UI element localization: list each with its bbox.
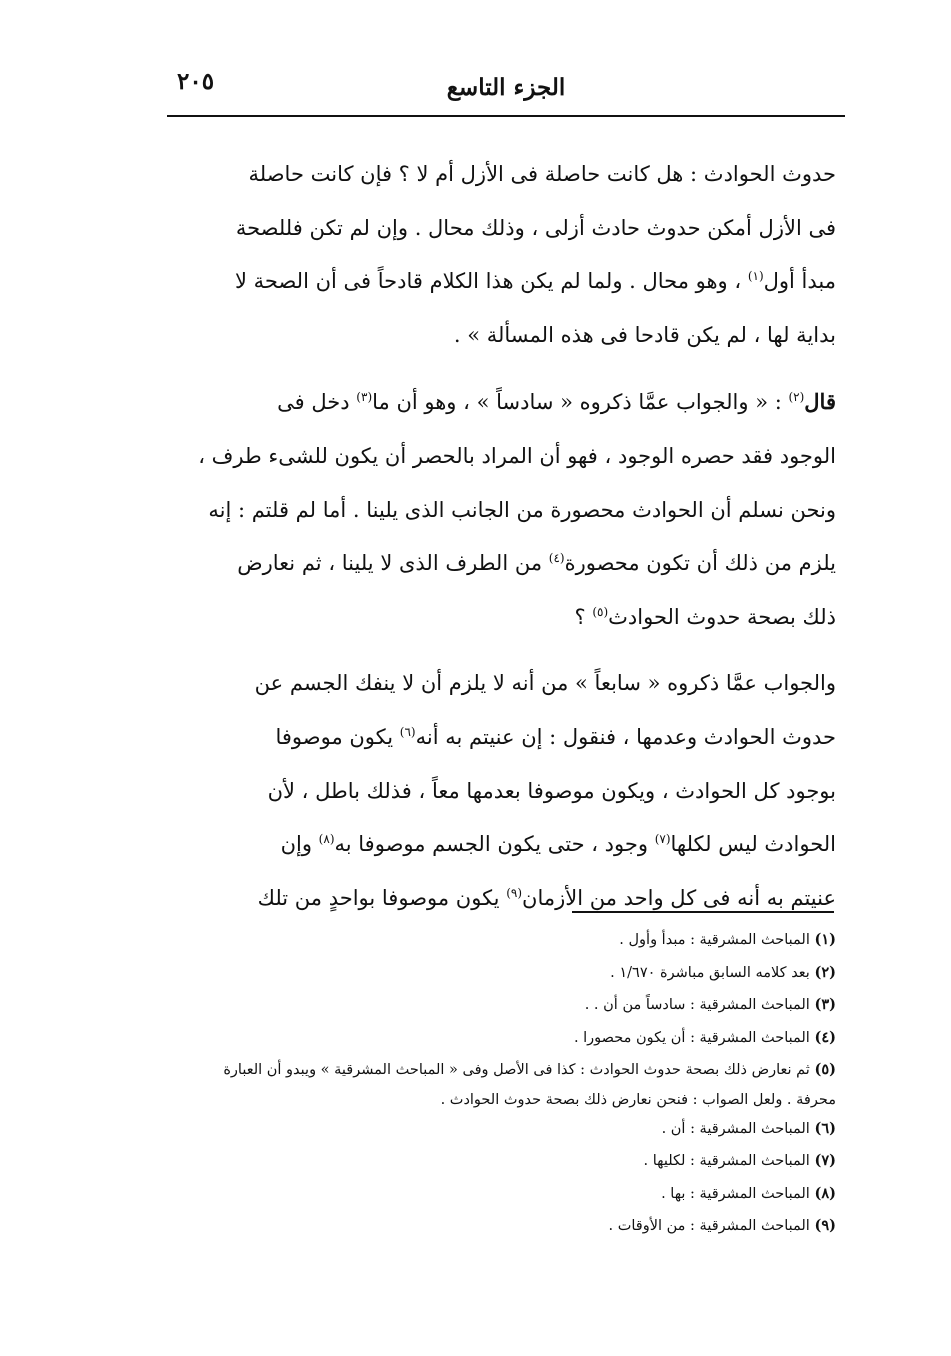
footnote-ref: (٥): [592, 604, 609, 619]
footnote-text: المباحث المشرقية : أن .: [661, 1120, 815, 1137]
footnote-number: (٤): [814, 1028, 836, 1046]
footnote-ref: (٤): [548, 551, 565, 566]
text-span: عنيتم به أنه فى كل واحد من الأزمان: [522, 885, 836, 910]
text-span: الحوادث ليس لكلها: [670, 832, 836, 857]
text-span: مبدأ أول: [763, 269, 836, 294]
footnote-text: ثم نعارض ذلك بصحة حدوث الحوادث : كذا فى الأصل وفى « المباحث المشرقية » ويبدو أن العبارة: [223, 1062, 815, 1078]
paragraph-1: [178, 148, 836, 362]
footnote: [168, 1054, 836, 1087]
page-header: [167, 62, 845, 116]
text-line: الوجود فقد حصره الوجود ، فهو أن المراد بالحصر أن يكون للشىء طرف ،: [198, 443, 836, 468]
footnote-number: (٩): [814, 1217, 836, 1234]
footnote-number: (١): [814, 931, 836, 948]
footnote-rule: [572, 911, 834, 913]
paragraph-2: [178, 375, 836, 644]
text-span: ؟: [574, 604, 593, 629]
text-line: [178, 818, 836, 872]
footnote-text: المباحث المشرقية : سادساً من أن . .: [584, 997, 815, 1013]
text-line: ونحن نسلم أن الحوادث محصورة من الجانب الذى يلينا . أما لم قلتم : إنه: [208, 497, 836, 522]
header-rule: [167, 115, 845, 117]
footnote-number: (٨): [814, 1184, 836, 1202]
footnote-continuation: [168, 1087, 836, 1113]
text-span: يلزم من ذلك أن تكون محصورة: [564, 551, 836, 576]
footnote-ref: (١): [747, 269, 764, 284]
text-span: من الطرف الذى لا يلينا ، ثم نعارض: [237, 551, 549, 576]
text-line: فى الأزل أمكن حدوث حادث أزلى ، وذلك محال . وإن لم تكن فللصحة: [235, 215, 836, 240]
text-line: [178, 872, 836, 926]
text-line: بوجود كل الحوادث ، ويكون موصوفا بعدمها معاً ، فذلك باطل ، لأن: [267, 778, 836, 803]
footnotes: [168, 924, 836, 1243]
text-span: دخل فى: [277, 390, 357, 415]
footnote-text: المباحث المشرقية : بها .: [661, 1185, 815, 1202]
text-span: يكون موصوفا بواحدٍ من تلك: [257, 885, 507, 910]
footnote-text: المباحث المشرقية : من الأوقات .: [608, 1218, 815, 1234]
footnote: [168, 1210, 836, 1243]
text-line: [178, 711, 836, 765]
footnote: [168, 1178, 836, 1211]
footnote: [168, 1113, 836, 1146]
page-number: ٢٠٥: [177, 68, 215, 95]
text-line: [178, 255, 836, 309]
paragraph-3: [178, 657, 836, 925]
text-span: ، وهو محال . ولما لم يكن هذا الكلام قادحاً فى أن الصحة لا: [235, 269, 748, 294]
footnote: [168, 957, 836, 990]
footnote: [168, 1145, 836, 1178]
footnote-ref: (٧): [654, 832, 671, 847]
footnote-ref: (٦): [399, 724, 416, 739]
text-span: وإن: [280, 832, 319, 857]
text-line: والجواب عمَّا ذكروه « سابعاً » من أنه لا يلزم أن لا ينفك الجسم عن: [254, 671, 836, 696]
text-span: : « والجواب عمَّا ذكروه « سادساً » ، وهو أن ما: [372, 390, 789, 415]
text-line: بداية لها ، لم يكن قادحا فى هذه المسألة » .: [453, 322, 836, 347]
footnote: [168, 1022, 836, 1055]
footnote: [168, 989, 836, 1022]
footnote-ref: (٩): [506, 885, 523, 900]
footnote-ref: (٨): [318, 832, 335, 847]
text-span: قال: [804, 389, 836, 415]
footnote-text: المباحث المشرقية : مبدأ وأول .: [619, 932, 815, 948]
text-span: حدوث الحوادث وعدمها ، فنقول : إن عنيتم به أنه: [415, 724, 836, 749]
text-line: [178, 537, 836, 591]
footnote-text: بعد كلامه السابق مباشرة ١/٦٧٠ .: [610, 964, 815, 981]
footnote-text: محرفة . ولعل الصواب : فنحن نعارض ذلك بصحة حدوث الحوادث .: [440, 1091, 836, 1108]
text-line: حدوث الحوادث : هل كانت حاصلة فى الأزل أم لا ؟ فإن كانت حاصلة: [248, 162, 836, 186]
footnote-number: (٢): [814, 963, 836, 981]
footnote-number: (٣): [814, 996, 836, 1013]
text-span: ذلك بصحة حدوث الحوادث: [608, 604, 836, 629]
footnote-number: (٧): [814, 1152, 836, 1169]
footnote-ref: (٣): [356, 390, 373, 405]
footnote-number: (٦): [814, 1119, 836, 1137]
text-span: يكون موصوفا: [275, 724, 400, 749]
footnote-number: (٥): [814, 1061, 836, 1078]
running-title: الجزء التاسع: [446, 74, 566, 101]
main-text: [178, 148, 836, 925]
text-span: وجود ، حتى يكون الجسم موصوفا به: [334, 832, 655, 857]
footnote-ref: (٢): [788, 390, 805, 405]
footnote-text: المباحث المشرقية : لكليها .: [643, 1153, 815, 1169]
text-line: [178, 375, 836, 430]
footnote: [168, 924, 836, 957]
text-line: [178, 591, 836, 645]
footnote-text: المباحث المشرقية : أن يكون محصورا .: [573, 1029, 815, 1046]
